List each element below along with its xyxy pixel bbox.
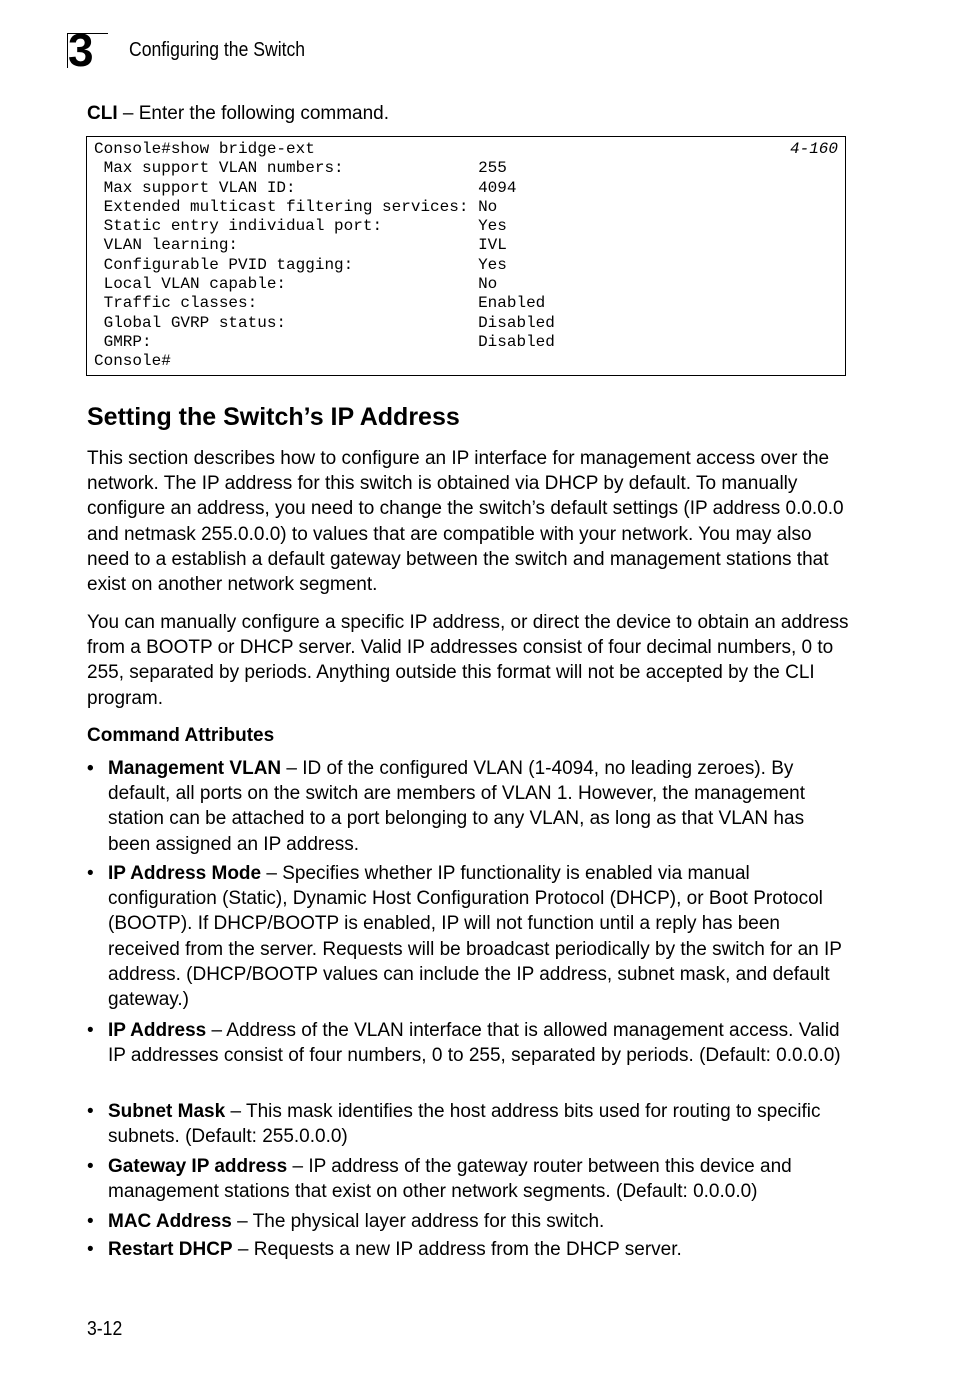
code-line: VLAN learning: IVL (94, 236, 507, 255)
code-line: Console#show bridge-ext (94, 140, 315, 158)
code-block (86, 136, 846, 376)
attribute-desc: – The physical layer address for this switch. (231, 1211, 605, 1232)
bullet-icon: • (87, 863, 94, 884)
attribute-desc: – Requests a new IP address from the DHCP server. (232, 1239, 682, 1260)
code-line: Configurable PVID tagging: Yes (94, 255, 507, 274)
attribute-term: Management VLAN (108, 758, 282, 779)
cli-label: CLI (87, 103, 118, 124)
code-line: Local VLAN capable: No (94, 275, 498, 294)
page-number: 3-12 (87, 1318, 123, 1340)
bullet-icon: • (87, 1211, 94, 1232)
code-line: Console# (94, 352, 171, 371)
code-line: Static entry individual port: Yes (94, 217, 507, 236)
ip-config-paragraph: You can manually configure a specific IP address, or direct the device to obtain an address from a BOOTP or DHCP server. Valid IP addresses consist of four decimal numbers, 0 to 255, separated by periods. Anything outside this format will not be accepted by the CLI program. (87, 612, 849, 709)
chapter-number: 3 (68, 24, 93, 76)
attribute-desc: – ID of the configured VLAN (1-4094, no leading zeroes). By default, all ports on the switch are members of VLAN 1. However, the management station can be attached to a port belonging to any VLAN, as long as that VLAN has been assigned an IP address. (108, 758, 806, 855)
bullet-icon: • (87, 1020, 94, 1041)
attribute-term: Subnet Mask (108, 1101, 226, 1122)
attribute-desc: – IP address of the gateway router between this device and management stations that exist on other network segments. (Default: 0.0.0.0) (108, 1156, 792, 1203)
code-line: Global GVRP status: Disabled (94, 313, 555, 332)
chapter-title: Configuring the Switch (129, 39, 306, 61)
cli-intro-text: – Enter the following command. (117, 103, 390, 124)
attribute-desc: – Address of the VLAN interface that is allowed management access. Valid IP addresses consist of four numbers, 0 to 255, separated by periods. (Default: 0.0.0.0) (108, 1020, 841, 1067)
attribute-desc: – This mask identifies the host address bits used for routing to specific subnets. (Default: 255.0.0.0) (108, 1101, 821, 1148)
attribute-desc: – Specifies whether IP functionality is enabled via manual configuration (Static), Dynamic Host Configuration Protocol (DHCP), or Boot Protocol (BOOTP). If DHCP/BOOTP is enabled, IP will not function until a reply has been received from the server. Requests will be broadcast periodically by the switch for an IP address. (DHCP/BOOTP values can include the IP address, subnet mask, and default gateway.) (108, 863, 842, 1011)
code-lines (94, 140, 555, 372)
bullet-icon: • (87, 1101, 94, 1122)
code-line: GMRP: Disabled (94, 332, 555, 351)
command-reference-link[interactable]: 4-160 (789, 140, 838, 158)
bullet-icon: • (87, 1239, 94, 1260)
code-line: Extended multicast filtering services: No (94, 197, 498, 216)
code-line: Traffic classes: Enabled (94, 294, 546, 313)
intro-paragraph: This section describes how to configure an IP interface for management access over the network. The IP address for this switch is obtained via DHCP by default. To manually configure an address, you need to change the switch’s default settings (IP address 0.0.0.0 and netmask 255.0.0.0) to values that are compatible with your network. You may also need to a establish a default gateway between the switch and management stations that exist on another network segment. (87, 448, 844, 596)
attribute-term: Restart DHCP (108, 1239, 233, 1260)
code-line: Max support VLAN numbers: 255 (94, 159, 507, 178)
attribute-term: Gateway IP address (108, 1156, 288, 1177)
attribute-term: MAC Address (108, 1211, 232, 1232)
bullet-icon: • (87, 1156, 94, 1177)
attribute-term: IP Address (108, 1020, 207, 1041)
section-heading: Setting the Switch’s IP Address (87, 403, 460, 431)
command-attributes-heading: Command Attributes (87, 725, 275, 746)
bullet-icon: • (87, 758, 94, 779)
code-line: Max support VLAN ID: 4094 (94, 178, 517, 197)
attribute-term: IP Address Mode (108, 863, 262, 884)
cli-intro (87, 103, 389, 125)
